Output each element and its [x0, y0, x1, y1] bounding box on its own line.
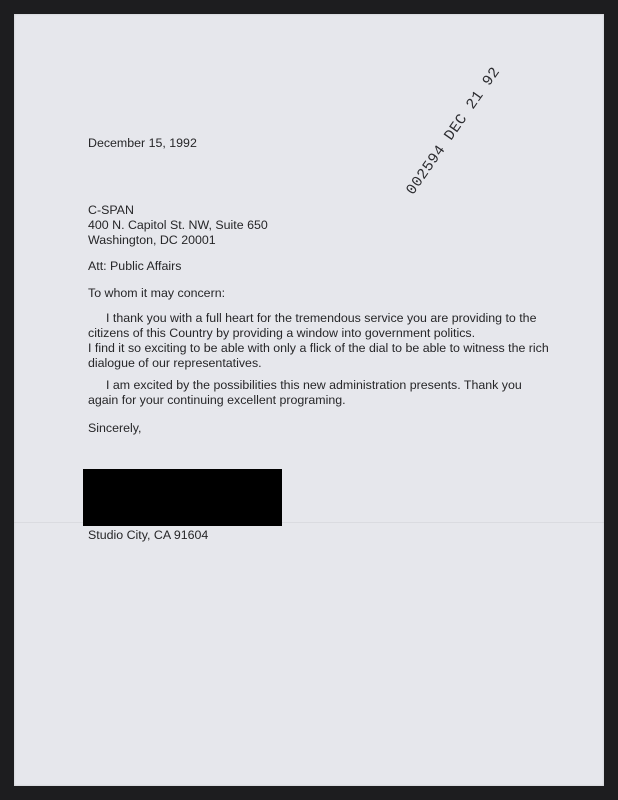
paragraph-line: again for your continuing excellent programing. [88, 393, 346, 407]
recipient-city: Washington, DC 20001 [88, 233, 216, 247]
sender-location: Studio City, CA 91604 [88, 528, 209, 542]
attention-line: Att: Public Affairs [88, 259, 182, 273]
paragraph-line: citizens of this Country by providing a window into government politics. [88, 326, 476, 340]
paragraph-line: I find it so exciting to be able with only a flick of the dial to be able to witness the rich [88, 341, 549, 355]
letter-date: December 15, 1992 [88, 136, 197, 150]
body-paragraph-1 [88, 311, 549, 371]
salutation: To whom it may concern: [88, 286, 226, 300]
paragraph-line: I thank you with a full heart for the tremendous service you are providing to the [106, 311, 537, 325]
recipient-street: 400 N. Capitol St. NW, Suite 650 [88, 218, 268, 232]
letter-page [14, 14, 604, 786]
redacted-signature-block [83, 469, 282, 526]
paragraph-line: I am excited by the possibilities this new administration presents. Thank you [106, 378, 522, 392]
recipient-name: C-SPAN [88, 203, 134, 217]
closing: Sincerely, [88, 421, 142, 435]
recipient-address [88, 203, 268, 248]
paragraph-line: dialogue of our representatives. [88, 356, 262, 370]
received-date-stamp: 002594 DEC 21 92 [403, 64, 505, 199]
body-paragraph-2 [88, 378, 522, 408]
